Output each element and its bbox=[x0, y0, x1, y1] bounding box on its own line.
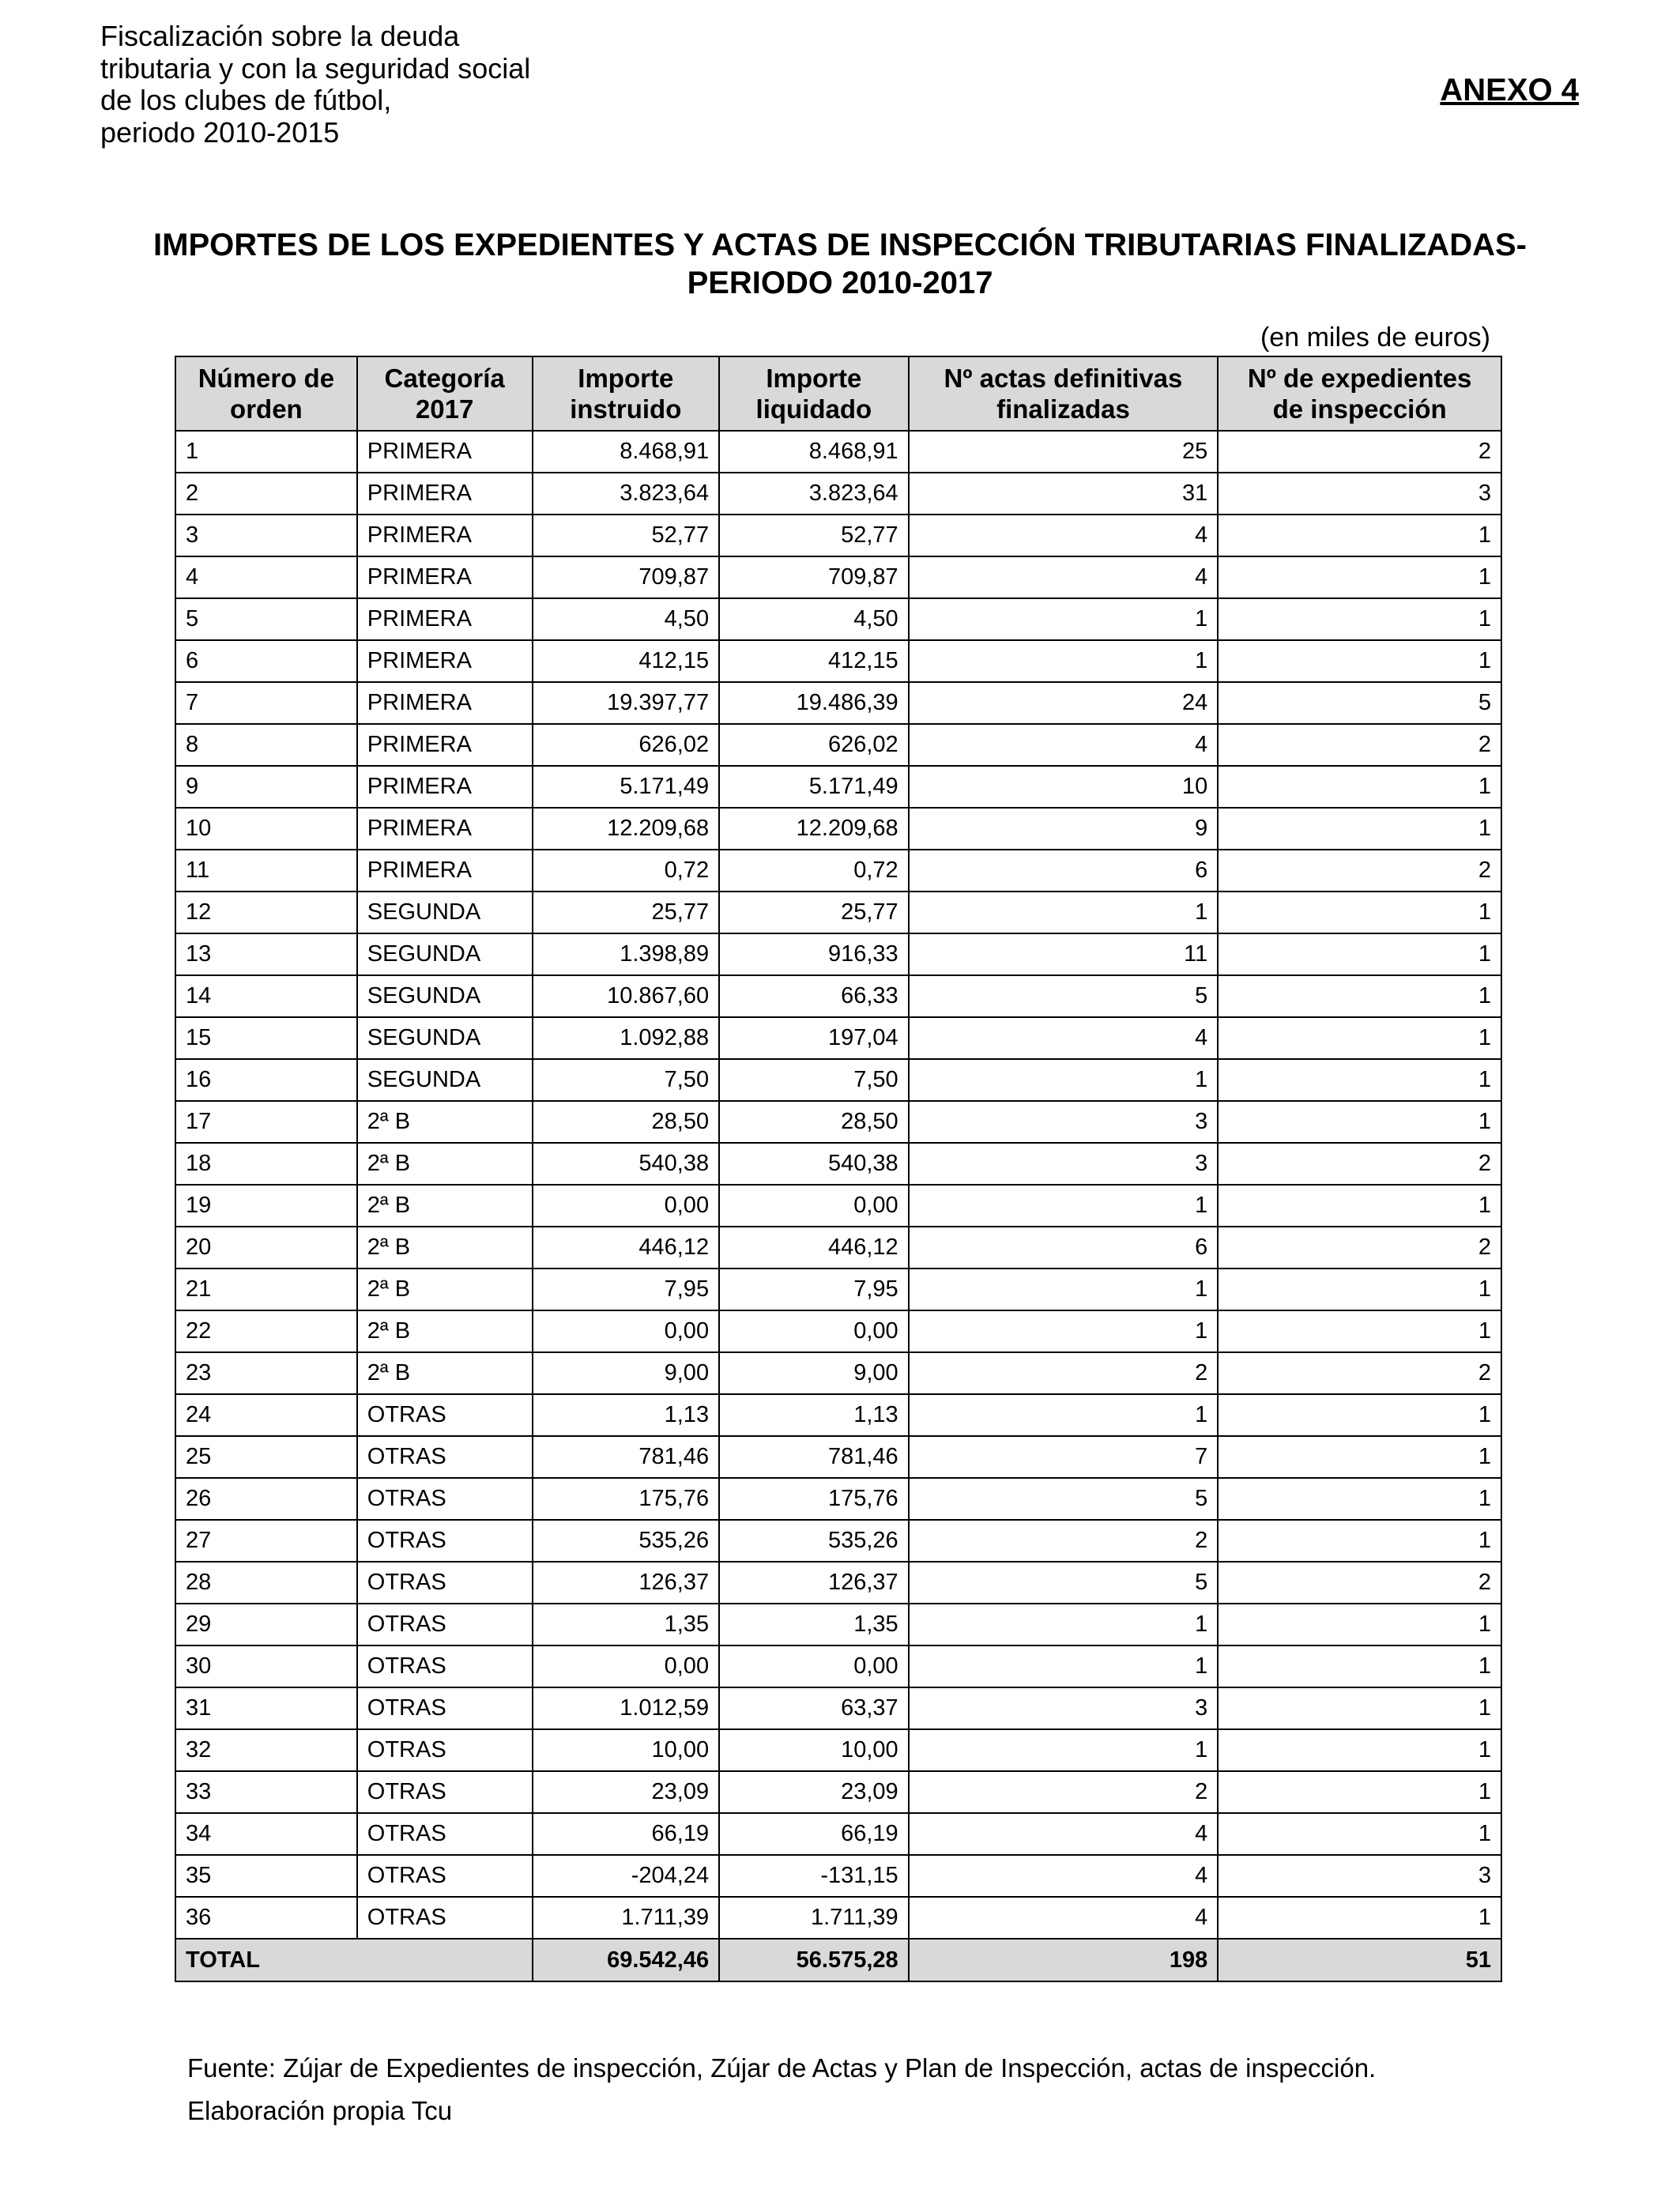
cell-amount-instructed: 0,00 bbox=[533, 1646, 720, 1687]
cell-order: 19 bbox=[175, 1185, 357, 1227]
report-title-line: de los clubes de fútbol, bbox=[100, 84, 392, 116]
cell-category: OTRAS bbox=[357, 1855, 533, 1897]
cell-amount-instructed: 540,38 bbox=[533, 1143, 720, 1185]
cell-category: PRIMERA bbox=[357, 808, 533, 850]
cell-final-acts: 4 bbox=[909, 724, 1219, 766]
cell-amount-instructed: 1,13 bbox=[533, 1394, 720, 1436]
cell-inspection-files: 1 bbox=[1218, 1687, 1501, 1729]
cell-amount-liquidated: 10,00 bbox=[719, 1729, 909, 1771]
cell-amount-liquidated: 63,37 bbox=[719, 1687, 909, 1729]
cell-amount-liquidated: 446,12 bbox=[719, 1227, 909, 1269]
cell-final-acts: 1 bbox=[909, 892, 1219, 933]
cell-category: PRIMERA bbox=[357, 431, 533, 473]
cell-amount-liquidated: 28,50 bbox=[719, 1101, 909, 1143]
table-header-row bbox=[175, 356, 1501, 431]
cell-amount-liquidated: 1.711,39 bbox=[719, 1897, 909, 1939]
cell-order: 1 bbox=[175, 431, 357, 473]
cell-amount-liquidated: 8.468,91 bbox=[719, 431, 909, 473]
cell-amount-liquidated: 126,37 bbox=[719, 1562, 909, 1604]
table-row bbox=[175, 1143, 1501, 1185]
cell-amount-liquidated: 23,09 bbox=[719, 1771, 909, 1813]
cell-category: PRIMERA bbox=[357, 556, 533, 598]
column-header-order: Número de orden bbox=[175, 356, 357, 431]
cell-inspection-files: 1 bbox=[1218, 1813, 1501, 1855]
total-label: TOTAL bbox=[175, 1939, 533, 1981]
column-header-final-acts: Nº actas definitivas finalizadas bbox=[909, 356, 1219, 431]
cell-amount-liquidated: -131,15 bbox=[719, 1855, 909, 1897]
table-row bbox=[175, 431, 1501, 473]
cell-amount-liquidated: 25,77 bbox=[719, 892, 909, 933]
cell-final-acts: 9 bbox=[909, 808, 1219, 850]
cell-amount-instructed: 0,00 bbox=[533, 1310, 720, 1352]
cell-amount-liquidated: 197,04 bbox=[719, 1017, 909, 1059]
cell-inspection-files: 2 bbox=[1218, 1143, 1501, 1185]
cell-amount-instructed: 7,50 bbox=[533, 1059, 720, 1101]
cell-amount-instructed: 25,77 bbox=[533, 892, 720, 933]
cell-final-acts: 3 bbox=[909, 1143, 1219, 1185]
table-row bbox=[175, 1269, 1501, 1310]
cell-order: 9 bbox=[175, 766, 357, 808]
cell-category: 2ª B bbox=[357, 1310, 533, 1352]
cell-inspection-files: 1 bbox=[1218, 1897, 1501, 1939]
cell-final-acts: 10 bbox=[909, 766, 1219, 808]
cell-category: PRIMERA bbox=[357, 850, 533, 892]
cell-category: PRIMERA bbox=[357, 724, 533, 766]
cell-order: 11 bbox=[175, 850, 357, 892]
cell-inspection-files: 1 bbox=[1218, 598, 1501, 640]
table-row bbox=[175, 1436, 1501, 1478]
cell-amount-liquidated: 709,87 bbox=[719, 556, 909, 598]
table-row bbox=[175, 1604, 1501, 1646]
cell-inspection-files: 1 bbox=[1218, 892, 1501, 933]
cell-amount-liquidated: 916,33 bbox=[719, 933, 909, 975]
table-row bbox=[175, 1394, 1501, 1436]
cell-amount-liquidated: 0,00 bbox=[719, 1646, 909, 1687]
report-title-line: Fiscalización sobre la deuda bbox=[100, 20, 460, 52]
cell-inspection-files: 1 bbox=[1218, 975, 1501, 1017]
cell-category: OTRAS bbox=[357, 1520, 533, 1562]
cell-inspection-files: 1 bbox=[1218, 1646, 1501, 1687]
cell-amount-liquidated: 9,00 bbox=[719, 1352, 909, 1394]
cell-final-acts: 11 bbox=[909, 933, 1219, 975]
cell-amount-instructed: 10.867,60 bbox=[533, 975, 720, 1017]
cell-inspection-files: 2 bbox=[1218, 724, 1501, 766]
cell-category: OTRAS bbox=[357, 1897, 533, 1939]
cell-inspection-files: 3 bbox=[1218, 473, 1501, 515]
cell-category: SEGUNDA bbox=[357, 1017, 533, 1059]
cell-order: 14 bbox=[175, 975, 357, 1017]
cell-inspection-files: 5 bbox=[1218, 682, 1501, 724]
table-row bbox=[175, 515, 1501, 556]
cell-amount-instructed: -204,24 bbox=[533, 1855, 720, 1897]
cell-order: 22 bbox=[175, 1310, 357, 1352]
cell-category: OTRAS bbox=[357, 1813, 533, 1855]
cell-final-acts: 5 bbox=[909, 1562, 1219, 1604]
cell-final-acts: 5 bbox=[909, 1478, 1219, 1520]
cell-final-acts: 1 bbox=[909, 1185, 1219, 1227]
cell-final-acts: 6 bbox=[909, 1227, 1219, 1269]
cell-amount-liquidated: 626,02 bbox=[719, 724, 909, 766]
table-row bbox=[175, 1185, 1501, 1227]
cell-category: OTRAS bbox=[357, 1478, 533, 1520]
cell-inspection-files: 1 bbox=[1218, 933, 1501, 975]
cell-order: 12 bbox=[175, 892, 357, 933]
table-title-line-1: IMPORTES DE LOS EXPEDIENTES Y ACTAS DE INSPECCIÓN TRIBUTARIAS FINALIZADAS- bbox=[153, 228, 1527, 262]
column-header-category: Categoría 2017 bbox=[357, 356, 533, 431]
cell-amount-liquidated: 175,76 bbox=[719, 1478, 909, 1520]
cell-category: OTRAS bbox=[357, 1604, 533, 1646]
cell-category: 2ª B bbox=[357, 1352, 533, 1394]
cell-amount-instructed: 23,09 bbox=[533, 1771, 720, 1813]
cell-amount-liquidated: 66,19 bbox=[719, 1813, 909, 1855]
annex-label: ANEXO 4 bbox=[1440, 73, 1579, 107]
cell-inspection-files: 1 bbox=[1218, 1059, 1501, 1101]
cell-category: 2ª B bbox=[357, 1269, 533, 1310]
cell-category: PRIMERA bbox=[357, 598, 533, 640]
cell-order: 15 bbox=[175, 1017, 357, 1059]
inspection-amounts-table bbox=[175, 356, 1502, 1982]
cell-category: 2ª B bbox=[357, 1227, 533, 1269]
table-row bbox=[175, 975, 1501, 1017]
cell-category: 2ª B bbox=[357, 1101, 533, 1143]
cell-inspection-files: 1 bbox=[1218, 1520, 1501, 1562]
cell-inspection-files: 1 bbox=[1218, 1478, 1501, 1520]
cell-amount-instructed: 1.012,59 bbox=[533, 1687, 720, 1729]
cell-final-acts: 1 bbox=[909, 640, 1219, 682]
table-row bbox=[175, 1646, 1501, 1687]
cell-amount-liquidated: 1,13 bbox=[719, 1394, 909, 1436]
cell-amount-instructed: 5.171,49 bbox=[533, 766, 720, 808]
credit-note: Elaboración propia Tcu bbox=[187, 2096, 453, 2125]
cell-amount-instructed: 52,77 bbox=[533, 515, 720, 556]
cell-amount-instructed: 28,50 bbox=[533, 1101, 720, 1143]
cell-amount-instructed: 8.468,91 bbox=[533, 431, 720, 473]
cell-amount-instructed: 1.711,39 bbox=[533, 1897, 720, 1939]
cell-amount-liquidated: 0,72 bbox=[719, 850, 909, 892]
report-title-line: periodo 2010-2015 bbox=[100, 115, 340, 149]
cell-category: OTRAS bbox=[357, 1687, 533, 1729]
cell-amount-instructed: 626,02 bbox=[533, 724, 720, 766]
cell-category: PRIMERA bbox=[357, 473, 533, 515]
cell-amount-liquidated: 66,33 bbox=[719, 975, 909, 1017]
cell-order: 21 bbox=[175, 1269, 357, 1310]
cell-order: 29 bbox=[175, 1604, 357, 1646]
cell-order: 18 bbox=[175, 1143, 357, 1185]
total-row bbox=[175, 1939, 1501, 1981]
footnote bbox=[187, 2047, 1376, 2132]
cell-amount-instructed: 0,72 bbox=[533, 850, 720, 892]
cell-final-acts: 24 bbox=[909, 682, 1219, 724]
cell-inspection-files: 2 bbox=[1218, 1227, 1501, 1269]
total-amount-liquidated: 56.575,28 bbox=[719, 1939, 909, 1981]
cell-inspection-files: 1 bbox=[1218, 1436, 1501, 1478]
cell-order: 32 bbox=[175, 1729, 357, 1771]
cell-amount-instructed: 709,87 bbox=[533, 556, 720, 598]
cell-inspection-files: 1 bbox=[1218, 1185, 1501, 1227]
table-row bbox=[175, 1771, 1501, 1813]
table-row bbox=[175, 1017, 1501, 1059]
cell-amount-liquidated: 4,50 bbox=[719, 598, 909, 640]
cell-amount-instructed: 9,00 bbox=[533, 1352, 720, 1394]
cell-amount-liquidated: 1,35 bbox=[719, 1604, 909, 1646]
cell-final-acts: 5 bbox=[909, 975, 1219, 1017]
table-row bbox=[175, 1227, 1501, 1269]
cell-inspection-files: 1 bbox=[1218, 1310, 1501, 1352]
cell-category: SEGUNDA bbox=[357, 975, 533, 1017]
table-row bbox=[175, 1855, 1501, 1897]
cell-inspection-files: 1 bbox=[1218, 515, 1501, 556]
cell-category: PRIMERA bbox=[357, 682, 533, 724]
cell-order: 8 bbox=[175, 724, 357, 766]
cell-category: OTRAS bbox=[357, 1729, 533, 1771]
cell-inspection-files: 2 bbox=[1218, 1352, 1501, 1394]
cell-amount-instructed: 66,19 bbox=[533, 1813, 720, 1855]
cell-category: PRIMERA bbox=[357, 766, 533, 808]
cell-inspection-files: 1 bbox=[1218, 766, 1501, 808]
total-amount-instructed: 69.542,46 bbox=[533, 1939, 720, 1981]
cell-inspection-files: 1 bbox=[1218, 1269, 1501, 1310]
table-row bbox=[175, 1059, 1501, 1101]
cell-amount-instructed: 7,95 bbox=[533, 1269, 720, 1310]
cell-final-acts: 1 bbox=[909, 1646, 1219, 1687]
cell-amount-instructed: 10,00 bbox=[533, 1729, 720, 1771]
cell-order: 7 bbox=[175, 682, 357, 724]
table-title-line-2: PERIODO 2010-2017 bbox=[687, 266, 993, 300]
cell-final-acts: 2 bbox=[909, 1520, 1219, 1562]
cell-final-acts: 1 bbox=[909, 598, 1219, 640]
table-row bbox=[175, 892, 1501, 933]
cell-order: 5 bbox=[175, 598, 357, 640]
table-row bbox=[175, 1562, 1501, 1604]
cell-inspection-files: 1 bbox=[1218, 808, 1501, 850]
cell-inspection-files: 1 bbox=[1218, 640, 1501, 682]
cell-category: SEGUNDA bbox=[357, 1059, 533, 1101]
cell-inspection-files: 1 bbox=[1218, 1604, 1501, 1646]
cell-order: 16 bbox=[175, 1059, 357, 1101]
cell-amount-instructed: 12.209,68 bbox=[533, 808, 720, 850]
cell-order: 28 bbox=[175, 1562, 357, 1604]
cell-inspection-files: 1 bbox=[1218, 1017, 1501, 1059]
table-row bbox=[175, 473, 1501, 515]
table-row bbox=[175, 1729, 1501, 1771]
cell-amount-liquidated: 7,95 bbox=[719, 1269, 909, 1310]
table-row bbox=[175, 1352, 1501, 1394]
cell-inspection-files: 1 bbox=[1218, 1394, 1501, 1436]
table-row bbox=[175, 1478, 1501, 1520]
cell-category: OTRAS bbox=[357, 1771, 533, 1813]
cell-order: 24 bbox=[175, 1394, 357, 1436]
cell-order: 35 bbox=[175, 1855, 357, 1897]
cell-amount-instructed: 0,00 bbox=[533, 1185, 720, 1227]
table-row bbox=[175, 724, 1501, 766]
unit-note: (en miles de euros) bbox=[1260, 322, 1490, 352]
cell-amount-liquidated: 0,00 bbox=[719, 1185, 909, 1227]
cell-order: 6 bbox=[175, 640, 357, 682]
cell-final-acts: 2 bbox=[909, 1352, 1219, 1394]
cell-final-acts: 31 bbox=[909, 473, 1219, 515]
cell-inspection-files: 1 bbox=[1218, 1729, 1501, 1771]
table-row bbox=[175, 1310, 1501, 1352]
cell-order: 13 bbox=[175, 933, 357, 975]
cell-final-acts: 1 bbox=[909, 1310, 1219, 1352]
cell-amount-instructed: 19.397,77 bbox=[533, 682, 720, 724]
cell-final-acts: 1 bbox=[909, 1604, 1219, 1646]
cell-amount-liquidated: 52,77 bbox=[719, 515, 909, 556]
cell-order: 27 bbox=[175, 1520, 357, 1562]
cell-final-acts: 6 bbox=[909, 850, 1219, 892]
cell-amount-liquidated: 535,26 bbox=[719, 1520, 909, 1562]
cell-category: OTRAS bbox=[357, 1646, 533, 1687]
cell-final-acts: 25 bbox=[909, 431, 1219, 473]
cell-order: 25 bbox=[175, 1436, 357, 1478]
table-row bbox=[175, 556, 1501, 598]
table-row bbox=[175, 640, 1501, 682]
cell-final-acts: 1 bbox=[909, 1729, 1219, 1771]
cell-final-acts: 4 bbox=[909, 515, 1219, 556]
cell-final-acts: 1 bbox=[909, 1059, 1219, 1101]
table-title bbox=[79, 226, 1601, 302]
cell-category: 2ª B bbox=[357, 1185, 533, 1227]
cell-inspection-files: 1 bbox=[1218, 1101, 1501, 1143]
cell-amount-liquidated: 540,38 bbox=[719, 1143, 909, 1185]
column-header-inspection-files: Nº de expedientes de inspección bbox=[1218, 356, 1501, 431]
table-row bbox=[175, 1101, 1501, 1143]
cell-amount-instructed: 1,35 bbox=[533, 1604, 720, 1646]
cell-amount-liquidated: 0,00 bbox=[719, 1310, 909, 1352]
cell-inspection-files: 1 bbox=[1218, 556, 1501, 598]
cell-amount-instructed: 412,15 bbox=[533, 640, 720, 682]
cell-amount-instructed: 535,26 bbox=[533, 1520, 720, 1562]
cell-amount-instructed: 1.398,89 bbox=[533, 933, 720, 975]
table-row bbox=[175, 1813, 1501, 1855]
cell-inspection-files: 3 bbox=[1218, 1855, 1501, 1897]
table-row bbox=[175, 682, 1501, 724]
table-body bbox=[175, 431, 1501, 1939]
cell-final-acts: 1 bbox=[909, 1269, 1219, 1310]
table-row bbox=[175, 850, 1501, 892]
cell-category: OTRAS bbox=[357, 1394, 533, 1436]
cell-inspection-files: 2 bbox=[1218, 1562, 1501, 1604]
report-title-line: tributaria y con la seguridad social bbox=[100, 51, 531, 85]
cell-category: 2ª B bbox=[357, 1143, 533, 1185]
total-final-acts: 198 bbox=[909, 1939, 1219, 1981]
cell-final-acts: 4 bbox=[909, 1897, 1219, 1939]
cell-order: 17 bbox=[175, 1101, 357, 1143]
cell-category: OTRAS bbox=[357, 1562, 533, 1604]
cell-order: 10 bbox=[175, 808, 357, 850]
cell-order: 34 bbox=[175, 1813, 357, 1855]
cell-final-acts: 3 bbox=[909, 1687, 1219, 1729]
cell-order: 2 bbox=[175, 473, 357, 515]
cell-order: 33 bbox=[175, 1771, 357, 1813]
cell-order: 26 bbox=[175, 1478, 357, 1520]
table-row bbox=[175, 1897, 1501, 1939]
cell-order: 36 bbox=[175, 1897, 357, 1939]
cell-amount-instructed: 3.823,64 bbox=[533, 473, 720, 515]
table-row bbox=[175, 1687, 1501, 1729]
cell-final-acts: 4 bbox=[909, 1855, 1219, 1897]
table-row bbox=[175, 808, 1501, 850]
cell-amount-instructed: 781,46 bbox=[533, 1436, 720, 1478]
cell-inspection-files: 1 bbox=[1218, 1771, 1501, 1813]
cell-final-acts: 7 bbox=[909, 1436, 1219, 1478]
cell-amount-liquidated: 19.486,39 bbox=[719, 682, 909, 724]
cell-amount-liquidated: 412,15 bbox=[719, 640, 909, 682]
cell-inspection-files: 2 bbox=[1218, 850, 1501, 892]
table-row bbox=[175, 933, 1501, 975]
cell-category: OTRAS bbox=[357, 1436, 533, 1478]
cell-order: 20 bbox=[175, 1227, 357, 1269]
cell-final-acts: 3 bbox=[909, 1101, 1219, 1143]
cell-amount-liquidated: 781,46 bbox=[719, 1436, 909, 1478]
cell-amount-instructed: 4,50 bbox=[533, 598, 720, 640]
cell-amount-liquidated: 7,50 bbox=[719, 1059, 909, 1101]
cell-order: 30 bbox=[175, 1646, 357, 1687]
cell-amount-instructed: 126,37 bbox=[533, 1562, 720, 1604]
cell-category: PRIMERA bbox=[357, 515, 533, 556]
cell-amount-instructed: 446,12 bbox=[533, 1227, 720, 1269]
cell-final-acts: 4 bbox=[909, 1813, 1219, 1855]
cell-amount-liquidated: 3.823,64 bbox=[719, 473, 909, 515]
table-row bbox=[175, 766, 1501, 808]
cell-final-acts: 4 bbox=[909, 1017, 1219, 1059]
column-header-amount-liquidated: Importe liquidado bbox=[719, 356, 909, 431]
source-note: Fuente: Zújar de Expedientes de inspección, Zújar de Actas y Plan de Inspección, actas de inspección. bbox=[187, 2053, 1377, 2083]
total-inspection-files: 51 bbox=[1218, 1939, 1501, 1981]
cell-final-acts: 1 bbox=[909, 1394, 1219, 1436]
cell-amount-liquidated: 12.209,68 bbox=[719, 808, 909, 850]
cell-final-acts: 4 bbox=[909, 556, 1219, 598]
cell-order: 4 bbox=[175, 556, 357, 598]
cell-final-acts: 2 bbox=[909, 1771, 1219, 1813]
cell-category: PRIMERA bbox=[357, 640, 533, 682]
cell-amount-liquidated: 5.171,49 bbox=[719, 766, 909, 808]
cell-order: 3 bbox=[175, 515, 357, 556]
cell-amount-instructed: 175,76 bbox=[533, 1478, 720, 1520]
cell-category: SEGUNDA bbox=[357, 933, 533, 975]
cell-category: SEGUNDA bbox=[357, 892, 533, 933]
table-row bbox=[175, 598, 1501, 640]
cell-order: 23 bbox=[175, 1352, 357, 1394]
cell-order: 31 bbox=[175, 1687, 357, 1729]
table-row bbox=[175, 1520, 1501, 1562]
report-title-block bbox=[100, 21, 530, 149]
cell-amount-instructed: 1.092,88 bbox=[533, 1017, 720, 1059]
column-header-amount-instructed: Importe instruido bbox=[533, 356, 720, 431]
cell-inspection-files: 2 bbox=[1218, 431, 1501, 473]
